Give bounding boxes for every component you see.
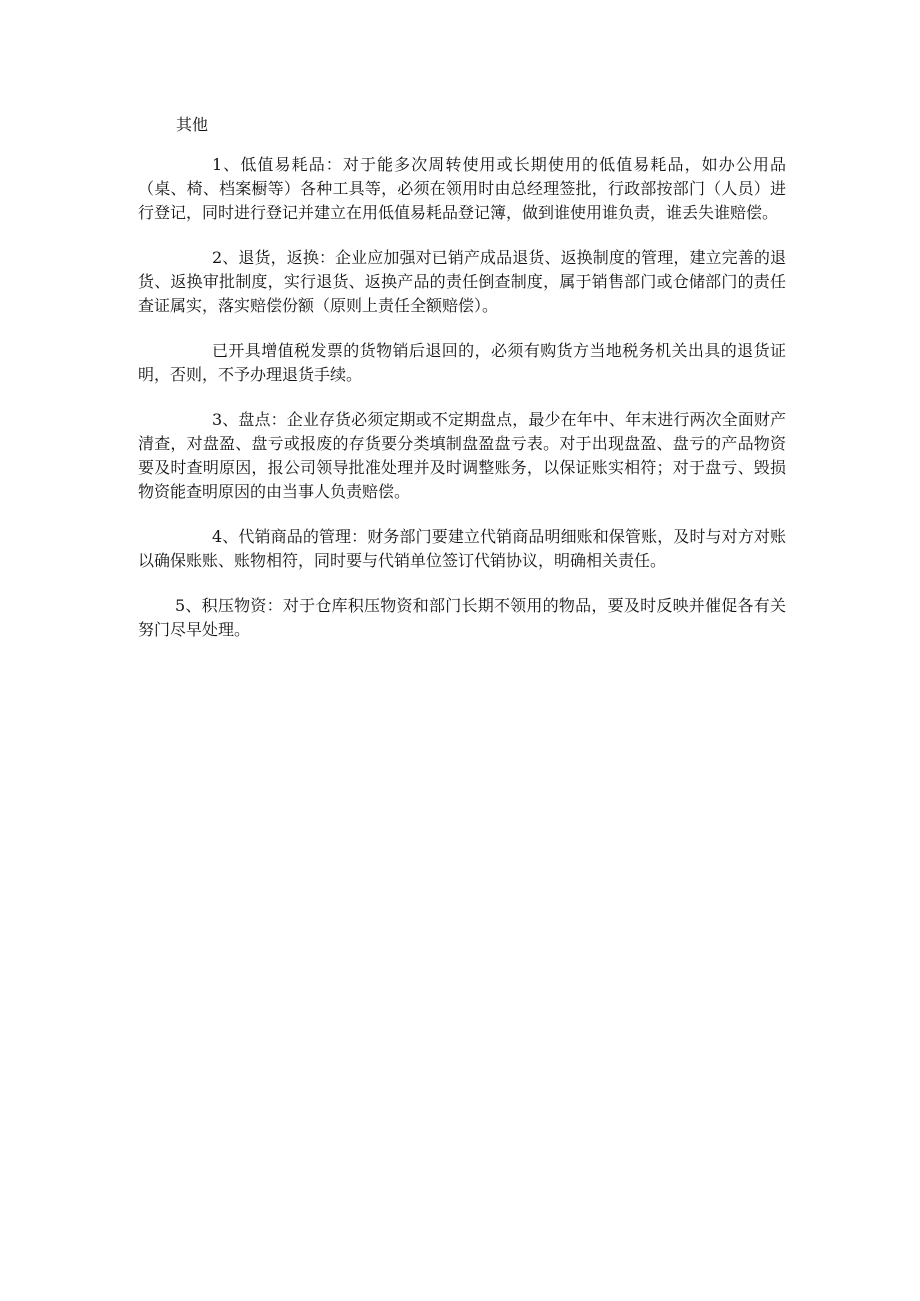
paragraph-vat-invoice-returns: 已开具增值税发票的货物销后退回的，必须有购货方当地税务机关出具的退货证明，否则，不予办理退货手续。: [138, 341, 786, 384]
section-heading: 其他: [176, 115, 209, 134]
paragraph-returns-exchanges: 2、退货，返换：企业应加强对已销产成品退货、返换制度的管理，建立完善的退货、返换审批制度，实行退货、返换产品的责任倒查制度，属于销售部门或仓储部门的责任查证属实，落实赔偿份额（原则上责任全额赔偿）。: [138, 248, 786, 315]
paragraph-low-value-consumables: 1、低值易耗品：对于能多次周转使用或长期使用的低值易耗品，如办公用品（桌、椅、档案橱等）各种工具等，必须在领用时由总经理签批，行政部按部门（人员）进行登记，同时进行登记并建立在用低值易耗品登记簿，做到谁使用谁负责，谁丢失谁赔偿。: [138, 155, 786, 222]
paragraph-inventory-count: 3、盘点：企业存货必须定期或不定期盘点，最少在年中、年末进行两次全面财产清查，对盘盈、盘亏或报废的存货要分类填制盘盈盘亏表。对于出现盘盈、盘亏的产品物资要及时查明原因，报公司领导批准处理并及时调整账务，以保证账实相符；对于盘亏、毁损物资能查明原因的由当事人负责赔偿。: [138, 410, 786, 501]
paragraph-consignment-goods: 4、代销商品的管理：财务部门要建立代销商品明细账和保管账，及时与对方对账以确保账账、账物相符，同时要与代销单位签订代销协议，明确相关责任。: [138, 527, 786, 570]
paragraph-overstock-materials: 5、积压物资：对于仓库积压物资和部门长期不领用的物品，要及时反映并催促各有关努门尽早处理。: [138, 596, 786, 639]
document-body: [138, 113, 786, 663]
